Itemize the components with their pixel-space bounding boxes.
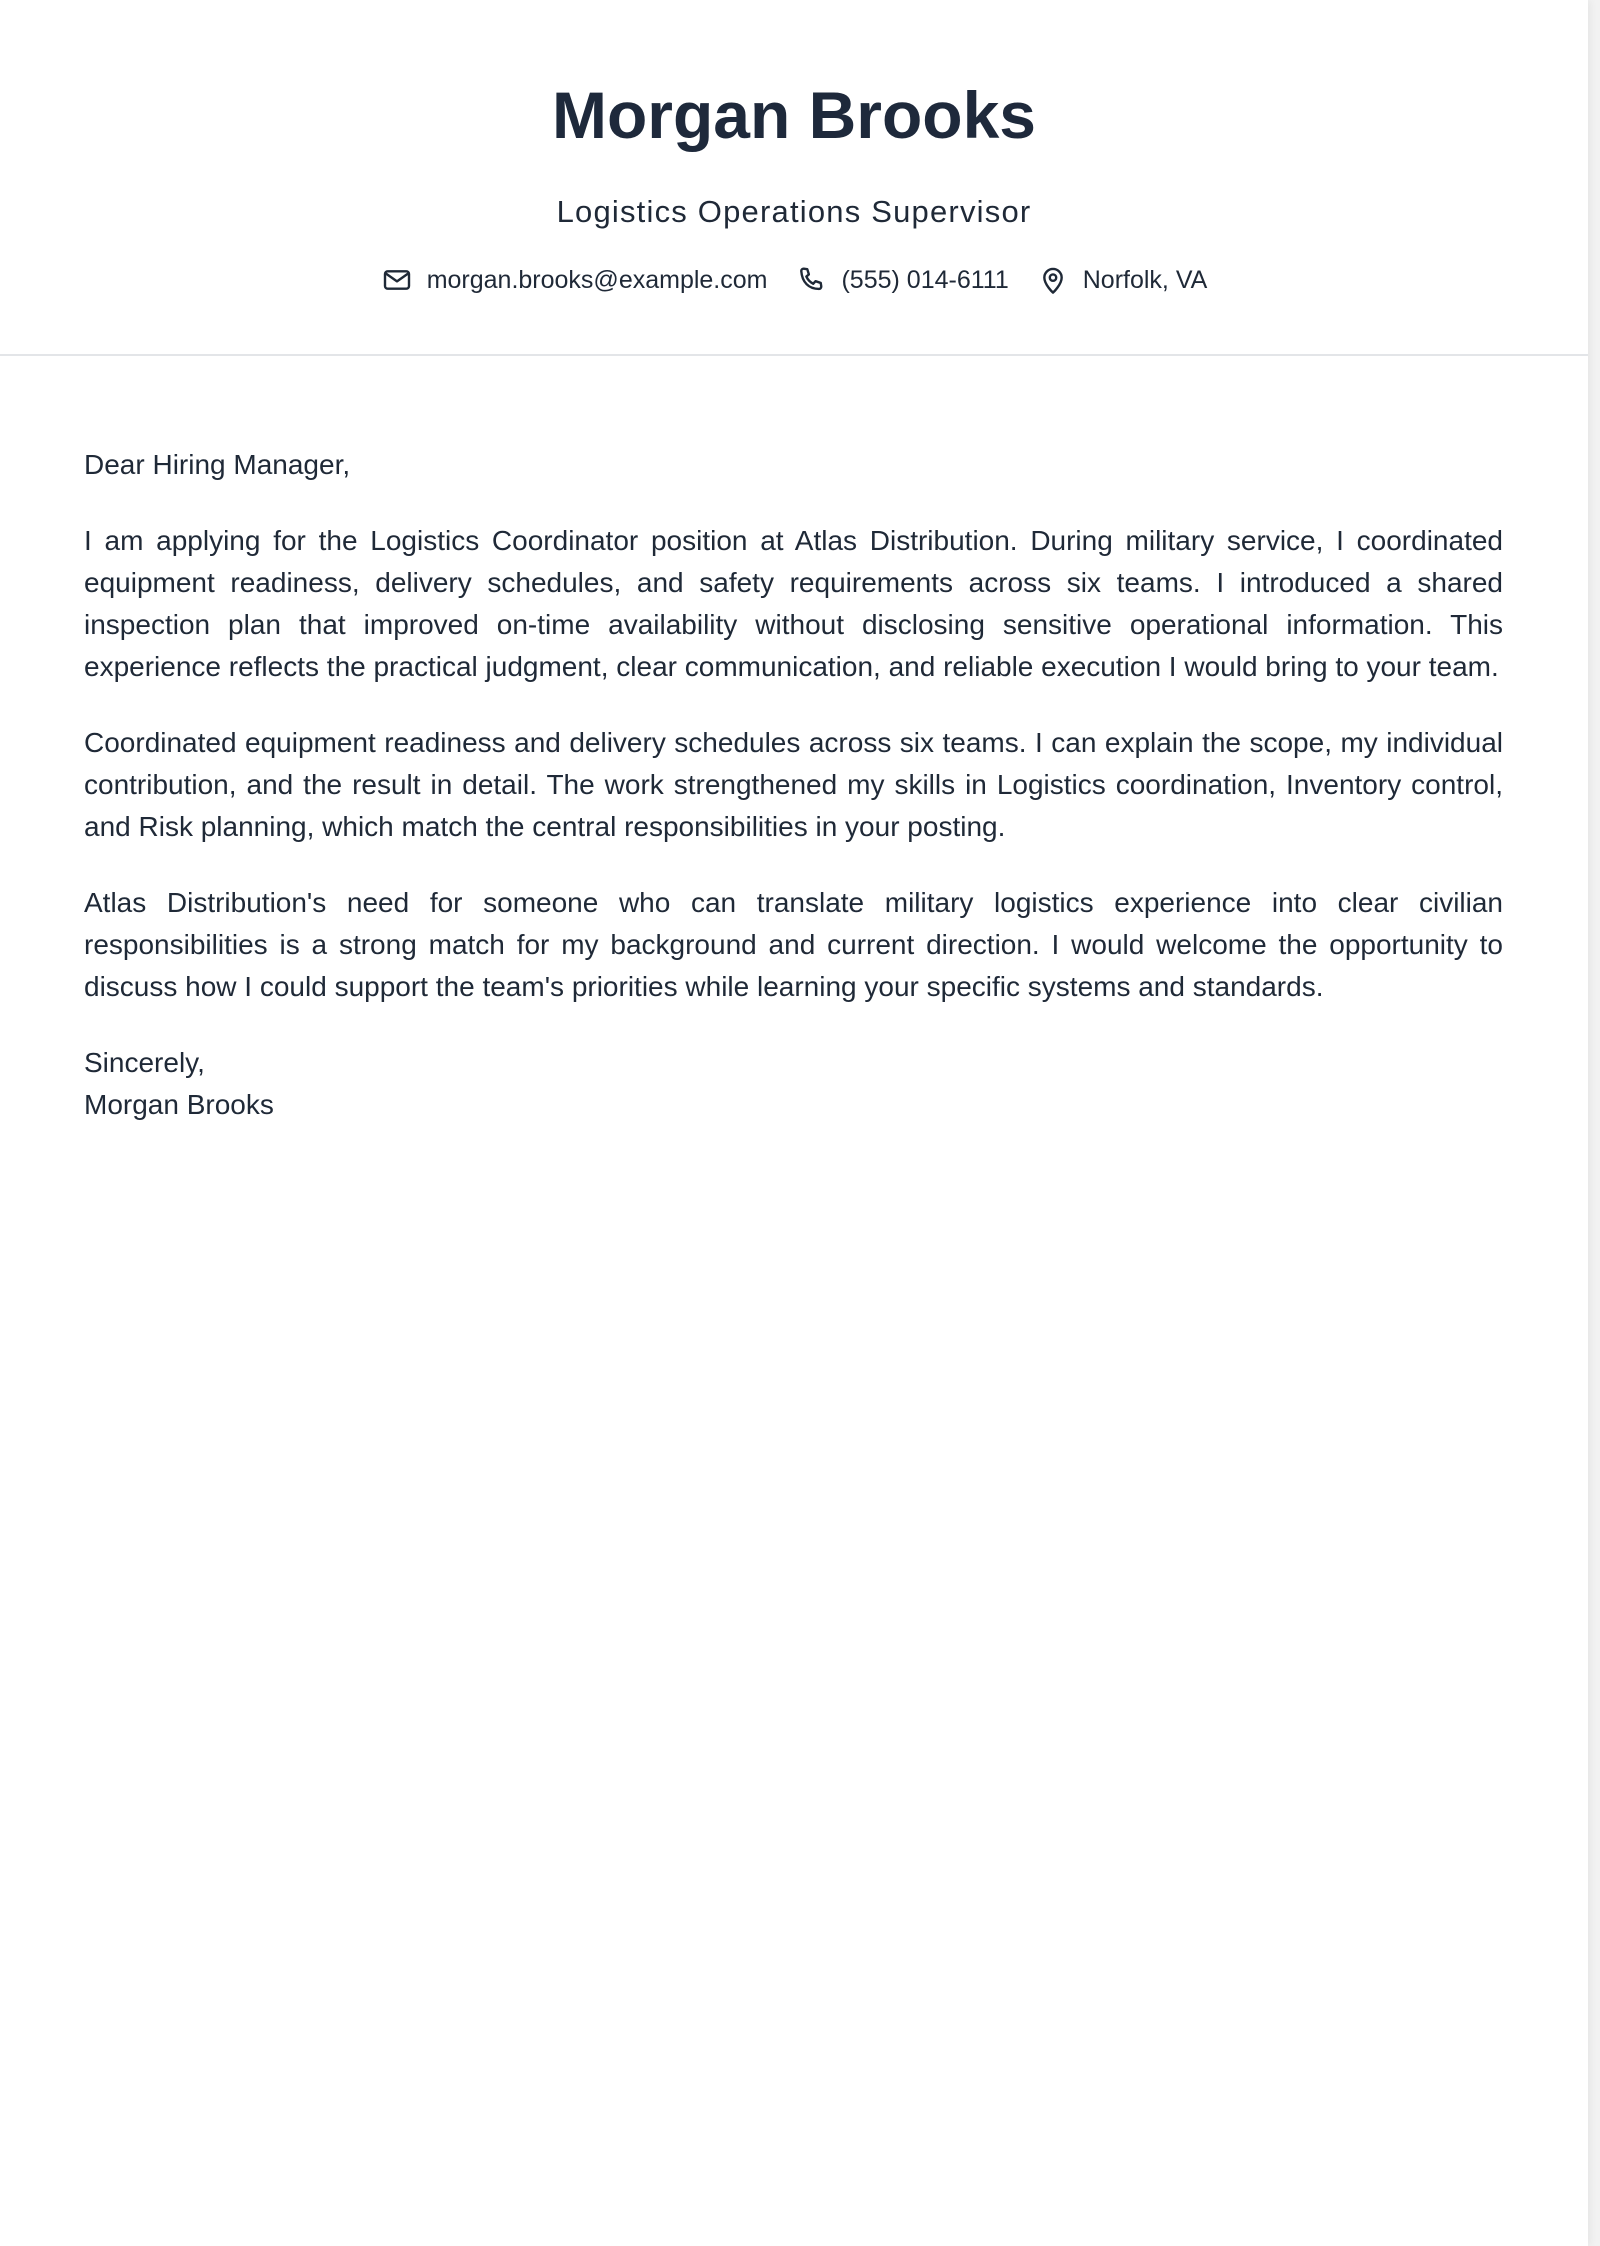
applicant-name: Morgan Brooks: [551, 78, 1037, 152]
contact-email[interactable]: [381, 262, 768, 298]
phone-text: (555) 014-6111: [841, 266, 1009, 294]
contact-bar: [0, 262, 1588, 298]
letter-paragraph-3: Atlas Distribution's need for someone who can translate military logistics experience into clear civilian responsibilities is a strong match for my background and current direction. I would welcome the opportunity to discuss how I could support the team's priorities while learning your specific systems and standards.: [84, 887, 1503, 1002]
letter-paragraph-2: Coordinated equipment readiness and delivery schedules across six teams. I can explain the scope, my individual contribution, and the result in detail. The work strengthened my skills in Logistics coordination, Inventory control, and Risk planning, which match the central responsibilities in your posting.: [84, 727, 1503, 842]
applicant-role: Logistics Operations Supervisor: [556, 194, 1032, 229]
contact-phone[interactable]: [795, 262, 1008, 298]
letter-closing: Sincerely,: [84, 1047, 205, 1078]
email-text: morgan.brooks@example.com: [426, 266, 768, 294]
letter-signature: Morgan Brooks: [84, 1089, 274, 1120]
letter-body: [84, 444, 1503, 1126]
letter-paragraph-1: I am applying for the Logistics Coordinator position at Atlas Distribution. During military service, I coordinated equipment readiness, delivery schedules, and safety requirements across six teams. I introduced a shared inspection plan that improved on-time availability without disclosing sensitive operational information. This experience reflects the practical judgment, clear communication, and reliable execution I would bring to your team.: [84, 525, 1503, 682]
map-pin-icon: [1037, 264, 1069, 296]
location-text: Norfolk, VA: [1082, 266, 1208, 294]
mail-icon: [381, 264, 413, 296]
phone-icon: [795, 264, 827, 296]
contact-location: [1037, 262, 1208, 298]
letter-header: [0, 0, 1588, 356]
letter-greeting: Dear Hiring Manager,: [84, 449, 351, 480]
